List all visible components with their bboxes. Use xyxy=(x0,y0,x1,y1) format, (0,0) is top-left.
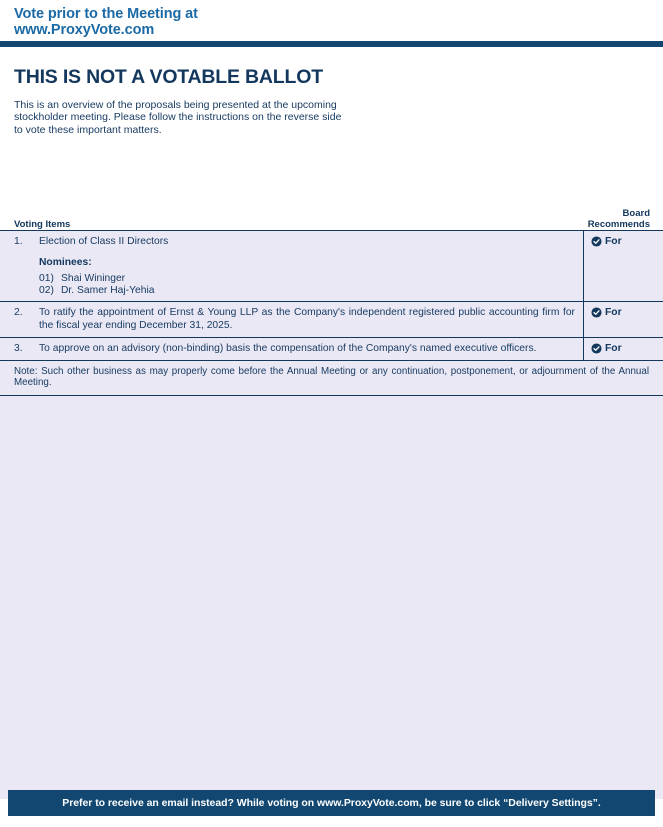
nominee-name: Dr. Samer Haj-Yehia xyxy=(61,284,155,296)
column-header-board-recommends-line2: Recommends xyxy=(587,218,650,230)
check-circle-icon xyxy=(591,307,602,318)
nominee-number: 01) xyxy=(39,273,54,285)
board-recommendation-cell xyxy=(584,231,663,301)
delivery-settings-banner xyxy=(8,790,655,816)
table-row xyxy=(0,338,663,361)
item-number: 2. xyxy=(14,307,23,319)
table-note-row xyxy=(0,361,663,396)
table-column-headers xyxy=(0,208,663,230)
item-number: 3. xyxy=(14,342,23,354)
recommendation-label: For xyxy=(605,342,622,354)
status-badge xyxy=(591,236,622,247)
nominee-name: Shai Wininger xyxy=(61,273,126,285)
document-header xyxy=(0,0,663,38)
page-title: THIS IS NOT A VOTABLE BALLOT xyxy=(14,66,323,88)
status-badge xyxy=(591,343,622,354)
recommendation-label: For xyxy=(605,307,622,319)
item-description: Election of Class II Directors xyxy=(39,236,169,247)
list-item xyxy=(39,285,575,297)
nominees-list xyxy=(39,273,575,296)
table-body xyxy=(0,230,663,799)
intro-paragraph: This is an overview of the proposals being presented at the upcoming stockholder meeting. Please follow the instructions on the reverse side to vote these important matters. xyxy=(14,99,342,136)
blank-body-area xyxy=(0,396,663,799)
footer xyxy=(8,790,655,816)
footer-text: Prefer to receive an email instead? While voting on www.ProxyVote.com, be sure to click “Delivery Settings”. xyxy=(62,797,601,809)
header-line-2-proxyvote-url: www.ProxyVote.com xyxy=(14,21,155,38)
note-text: Note: Such other business as may properly come before the Annual Meeting or any continuation, postponement, or adjournment of the Annual Meeting. xyxy=(14,366,649,389)
voting-item-cell xyxy=(0,231,584,301)
recommendation-label: For xyxy=(605,236,622,247)
voting-item-cell xyxy=(0,302,584,336)
nominees-label: Nominees: xyxy=(39,257,92,269)
header-line-1: Vote prior to the Meeting at xyxy=(14,6,198,22)
board-recommendation-cell xyxy=(584,338,663,360)
item-description: To ratify the appointment of Ernst & Young LLP as the Company's independent registered public accounting firm for the fiscal year ending December 31, 2025. xyxy=(39,307,575,331)
column-header-board-recommends xyxy=(588,209,650,230)
voting-items-table xyxy=(0,208,663,799)
nominee-number: 02) xyxy=(39,284,54,296)
table-row xyxy=(0,231,663,302)
check-circle-icon xyxy=(591,236,602,247)
voting-item-cell xyxy=(0,338,584,360)
board-recommendation-cell xyxy=(584,302,663,336)
column-header-voting-items: Voting Items xyxy=(14,219,71,230)
list-item xyxy=(39,273,575,285)
item-number: 1. xyxy=(14,236,23,247)
title-section xyxy=(0,47,663,136)
table-row xyxy=(0,302,663,337)
column-header-board-recommends-line1: Board xyxy=(622,208,650,219)
status-badge xyxy=(591,307,622,318)
item-description: To approve on an advisory (non-binding) basis the compensation of the Company's named executive officers. xyxy=(39,342,537,354)
check-circle-icon xyxy=(591,343,602,354)
